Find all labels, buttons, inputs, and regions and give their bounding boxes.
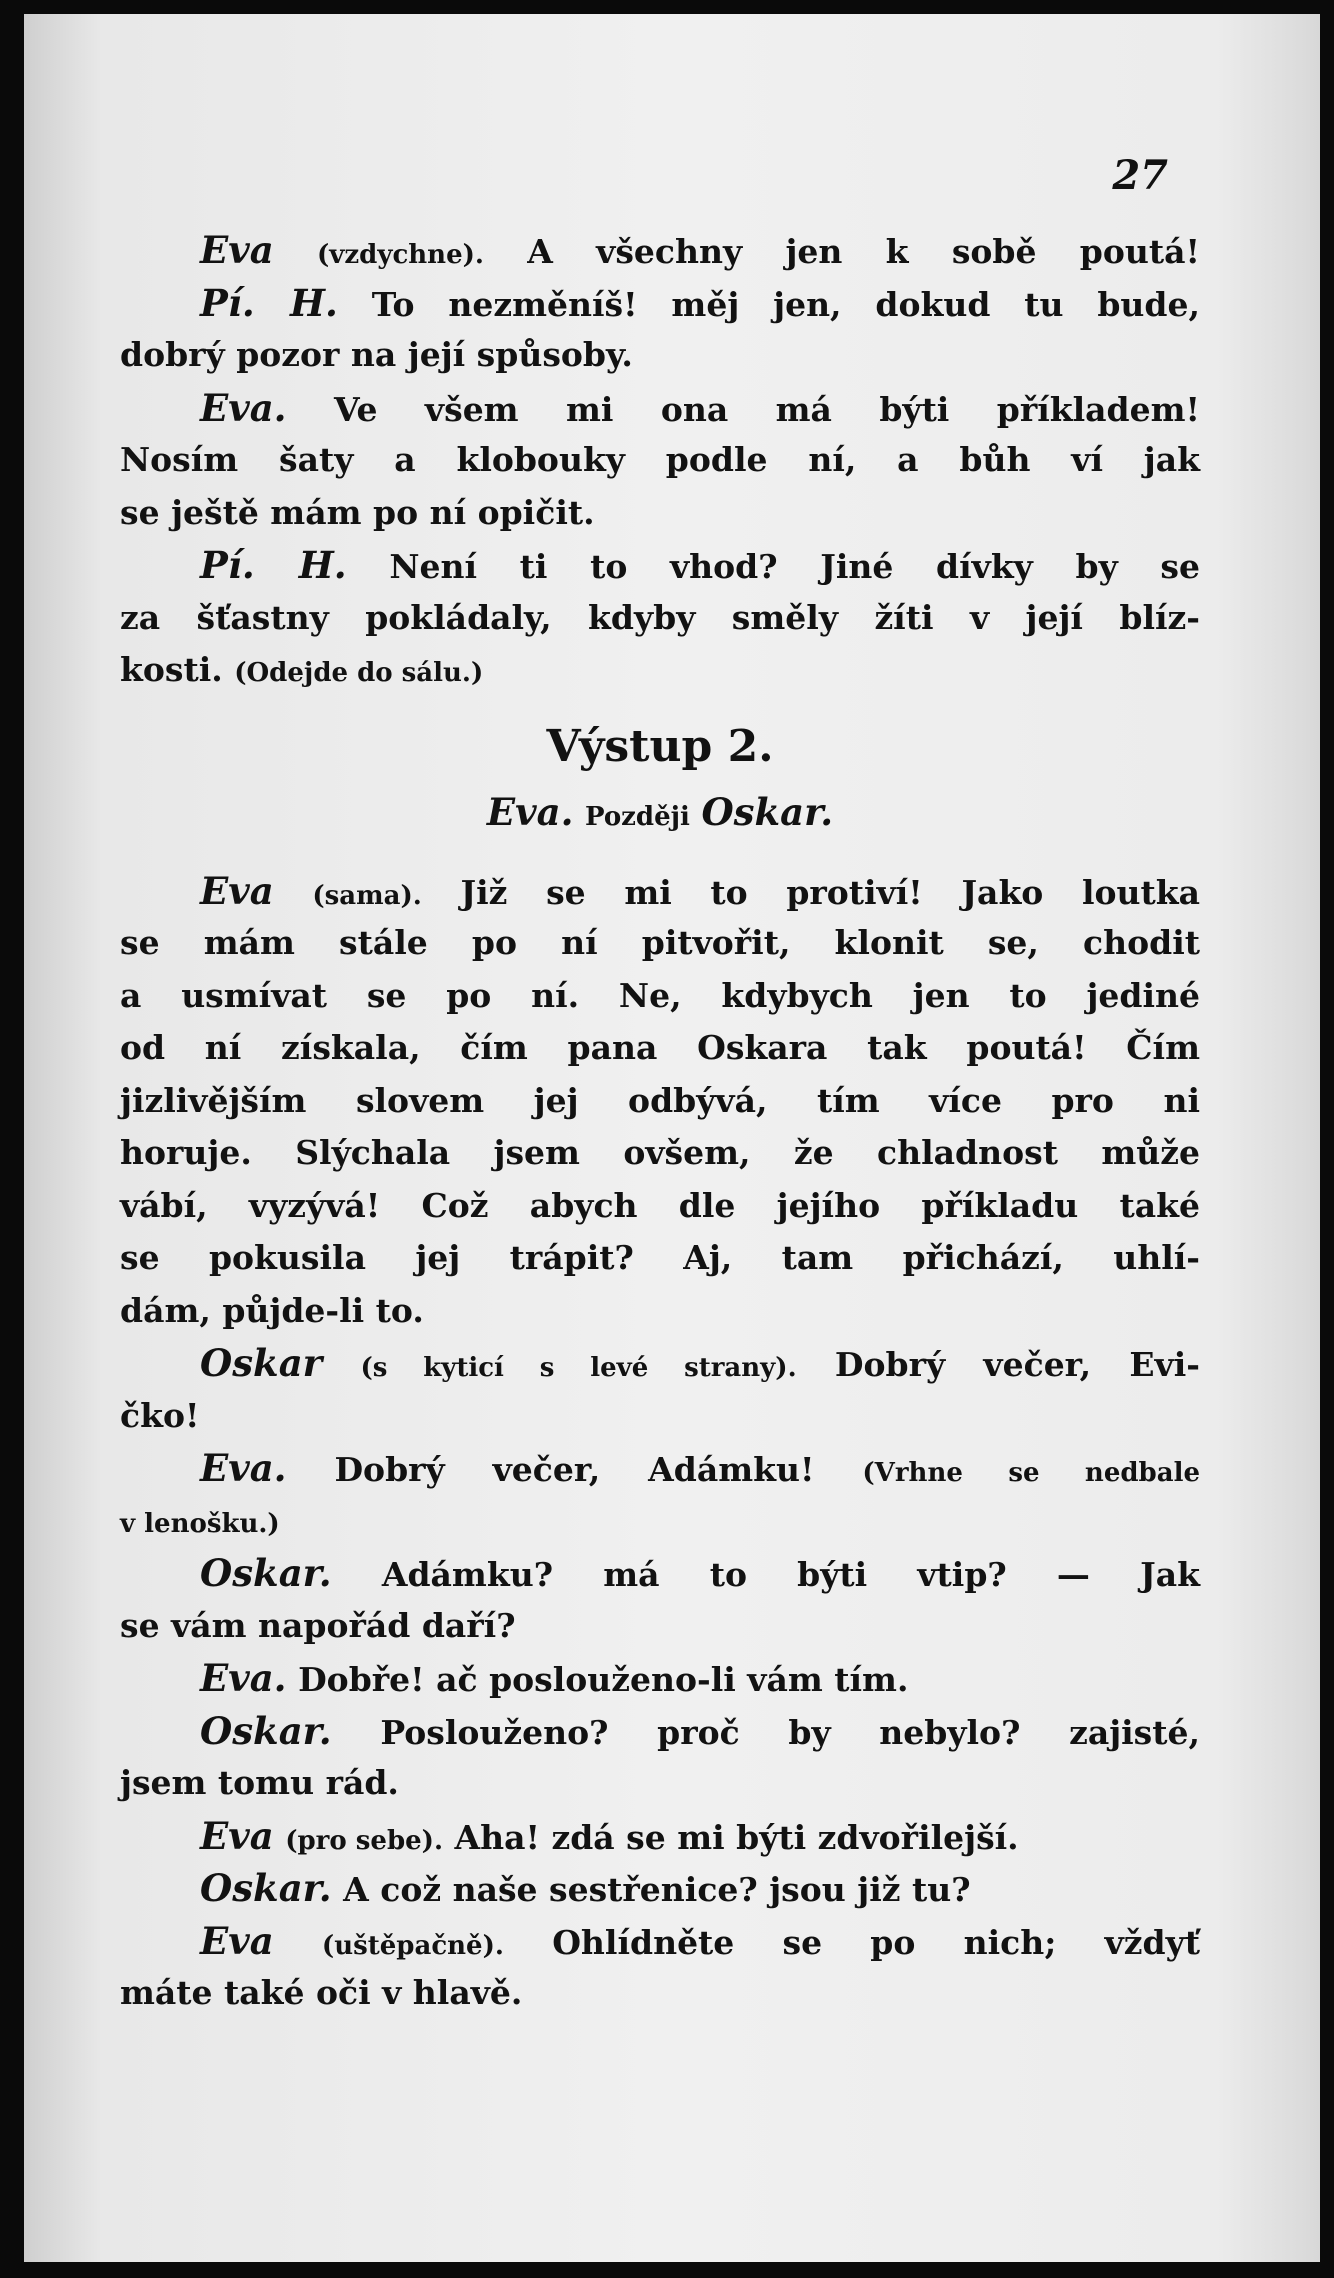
scene-cast [120, 777, 1200, 847]
page-text [120, 224, 1200, 2020]
text-line [120, 1652, 1200, 1705]
text-line [120, 1705, 1200, 1758]
speaker-name: Eva [200, 228, 274, 272]
text-line [120, 644, 1200, 697]
speaker-name: Oskar. [200, 1866, 332, 1910]
line-text: máte také oči v hlavě. [120, 1973, 523, 2012]
line-text: Již se mi to protiví! Jako loutka [460, 872, 1201, 912]
line-text: Dobrý večer, Evi- [834, 1345, 1200, 1384]
line-text: Dobře! ač poslouženo-li vám tím. [298, 1660, 909, 1699]
line-text: se vám napořád daří? [120, 1605, 516, 1645]
speaker-name: Eva. [200, 385, 287, 430]
text-line [120, 1232, 1200, 1285]
line-text: kosti. [120, 650, 223, 689]
line-text: dobrý pozor na její spůsoby. [120, 335, 633, 374]
stage-direction: (Odejde do sálu.) [234, 658, 484, 688]
line-text: vábí, vyzývá! Což abych dle jejího příkladu také [120, 1185, 1200, 1225]
speaker-name: Oskar. [200, 1551, 332, 1595]
line-text: Není ti to vhod? Jiné dívky by se [389, 547, 1200, 586]
line-text: a usmívat se po ní. Ne, kdybych jen to jediné [120, 975, 1200, 1015]
text-line [120, 277, 1200, 330]
line-text: Dobrý večer, Adámku! [334, 1450, 815, 1489]
text-line [120, 1127, 1200, 1180]
text-line [120, 1600, 1200, 1653]
text-line [120, 382, 1200, 435]
speaker-name: Eva. [200, 1656, 287, 1700]
text-line [120, 1547, 1200, 1600]
text-line [120, 1915, 1200, 1968]
speaker-name: Eva. [200, 1446, 287, 1490]
cast-later-label: Později [584, 801, 690, 832]
text-line [120, 1442, 1200, 1495]
text-line [120, 1757, 1200, 1810]
line-text: Nosím šaty a klobouky podle ní, a bůh ví jak [120, 440, 1200, 479]
speaker-name: Oskar. [200, 1708, 332, 1753]
text-line [120, 434, 1200, 487]
line-text: Ve všem mi ona má býti příkladem! [333, 389, 1200, 429]
text-line [120, 1285, 1200, 1338]
page-number: 27 [1112, 152, 1168, 199]
text-line [120, 865, 1200, 918]
line-text: horuje. Slýchala jsem ovšem, že chladnost může [120, 1133, 1200, 1172]
stage-direction: v lenošku.) [120, 1508, 280, 1539]
text-line [120, 1180, 1200, 1233]
stage-direction: (vzdychne). [316, 240, 484, 270]
stage-direction: (uštěpačně). [321, 1930, 504, 1961]
opening-dialogue [120, 224, 1200, 697]
line-text: jizlivějším slovem jej odbývá, tím více pro ni [120, 1080, 1200, 1120]
cast-first: Eva. [486, 789, 574, 834]
line-text: Adámku? má to býti vtip? — Jak [381, 1555, 1200, 1594]
text-line [120, 1075, 1200, 1128]
stage-direction: (s kyticí s levé strany). [360, 1353, 797, 1383]
line-text: se ještě mám po ní opičit. [120, 492, 595, 532]
line-text: Ohlídněte se po nich; vždyť [552, 1922, 1200, 1962]
scene-heading: Výstup 2. [546, 720, 774, 772]
scene-dialogue [120, 865, 1200, 2020]
line-text: A což naše sestřenice? jsou již tu? [343, 1870, 971, 1909]
line-text: se pokusila jej trápit? Aj, tam přichází, uhlí- [120, 1238, 1200, 1277]
line-text: A všechny jen k sobě poutá! [527, 232, 1200, 271]
stage-direction: (Vrhne se nedbale [862, 1458, 1201, 1488]
text-line [120, 329, 1200, 382]
line-text: jsem tomu rád. [120, 1763, 399, 1802]
text-line [120, 970, 1200, 1023]
line-text: za šťastny pokládaly, kdyby směly žíti v její blíz- [120, 597, 1200, 637]
text-line [120, 1967, 1200, 2020]
text-line [120, 1337, 1200, 1390]
line-text: To nezměníš! měj jen, dokud tu bude, [371, 284, 1200, 324]
stage-direction: (sama). [312, 880, 422, 911]
line-text: Poslouženo? proč by nebylo? zajisté, [380, 1712, 1200, 1752]
text-line [120, 1390, 1200, 1443]
text-line [120, 592, 1200, 645]
line-text: čko! [120, 1395, 200, 1435]
text-line [120, 917, 1200, 970]
text-line [120, 539, 1200, 592]
line-text: se mám stále po ní pitvořit, klonit se, chodit [120, 923, 1200, 962]
speaker-name: Eva [200, 868, 274, 913]
stage-direction: (pro sebe). [285, 1825, 444, 1856]
line-text: od ní získala, čím pana Oskara tak poutá! Čím [120, 1028, 1200, 1067]
book-page [24, 14, 1320, 2262]
speaker-name: Oskar [200, 1341, 323, 1385]
speaker-name: Eva [200, 1918, 274, 1963]
text-line [120, 224, 1200, 277]
speaker-name: Eva [200, 1813, 274, 1858]
text-line [120, 1495, 1200, 1548]
text-line [120, 487, 1200, 540]
text-line [120, 1862, 1200, 1915]
line-text: dám, půjde-li to. [120, 1290, 424, 1330]
speaker-name: Pí. H. [200, 543, 347, 587]
text-line [120, 1810, 1200, 1863]
speaker-name: Pí. H. [200, 280, 338, 325]
text-line [120, 1022, 1200, 1075]
cast-second: Oskar. [701, 789, 834, 834]
line-text: Aha! zdá se mi býti zdvořilejší. [454, 1817, 1019, 1857]
